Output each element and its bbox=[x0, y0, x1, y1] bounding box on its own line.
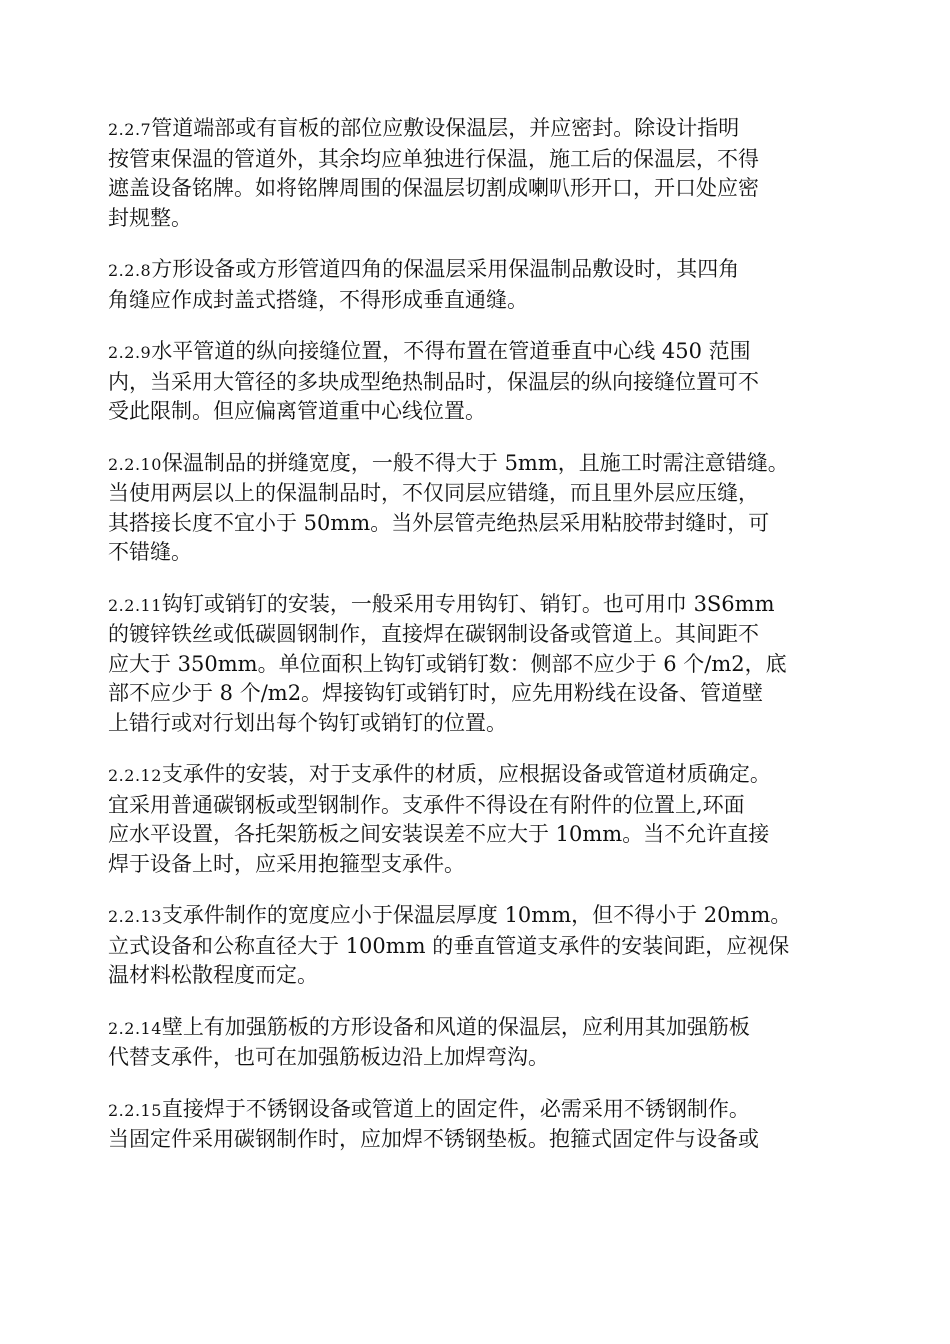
paragraph-2-2-13 bbox=[108, 901, 848, 991]
clause-number: 2.2.12 bbox=[108, 766, 162, 785]
clause-number: 2.2.7 bbox=[108, 120, 152, 139]
paragraph-2-2-11 bbox=[108, 590, 848, 739]
clause-number: 2.2.8 bbox=[108, 261, 152, 280]
paragraph-2-2-8 bbox=[108, 255, 848, 315]
paragraph-text: 方形设备或方形管道四角的保温层采用保温制品敷设时，其四角 角缝应作成封盖式搭缝，不得形成垂直通缝。 bbox=[108, 257, 740, 312]
paragraph-2-2-10 bbox=[108, 449, 848, 568]
paragraph-text: 支承件的安装，对于支承件的材质，应根据设备或管道材质确定。 宜采用普通碳钢板或型钢制作。支承件不得设在有附件的位置上,环面 应水平设置，各托架筋板之间安装误差不应大于 10mm。当不允许直接 焊于设备上时，应采用抱箍型支承件。 bbox=[108, 762, 771, 876]
paragraph-text: 壁上有加强筋板的方形设备和风道的保温层，应利用其加强筋板 代替支承件，也可在加强筋板边沿上加焊弯沟。 bbox=[108, 1014, 750, 1069]
document-body bbox=[108, 114, 848, 1177]
paragraph-text: 支承件制作的宽度应小于保温层厚度 10mm，但不得小于 20mm。 立式设备和公称直径大于 100mm 的垂直管道支承件的安装间距，应视保 温材料松散程度而定。 bbox=[108, 903, 792, 987]
paragraph-text: 保温制品的拼缝宽度，一般不得大于 5mm，且施工时需注意错缝。 当使用两层以上的保温制品时，不仅同层应错缝，而且里外层应压缝， 其搭接长度不宜小于 50mm。当外层管壳绝热层采用粘胶带封缝时，可 不错缝。 bbox=[108, 450, 789, 564]
paragraph-text: 水平管道的纵向接缝位置，不得布置在管道垂直中心线 450 范围 内，当采用大管径的多块成型绝热制品时，保温层的纵向接缝位置可不 受此限制。但应偏离管道重中心线位置。 bbox=[108, 339, 759, 423]
paragraph-2-2-15 bbox=[108, 1095, 848, 1155]
paragraph-text: 管道端部或有盲板的部位应敷设保温层，并应密封。除设计指明 按管束保温的管道外，其余均应单独进行保温，施工后的保温层，不得 遮盖设备铭牌。如将铭牌周围的保温层切割成喇叭形开口，开口处应密 封规整。 bbox=[108, 116, 759, 230]
clause-number: 2.2.14 bbox=[108, 1018, 162, 1038]
paragraph-2-2-7 bbox=[108, 114, 848, 233]
clause-number: 2.2.13 bbox=[108, 907, 162, 926]
paragraph-text: 直接焊于不锈钢设备或管道上的固定件，必需采用不锈钢制作。 当固定件采用碳钢制作时，应加焊不锈钢垫板。抱箍式固定件与设备或 bbox=[108, 1096, 759, 1151]
paragraph-text: 钩钉或销钉的安装，一般采用专用钩钉、销钉。也可用巾 3S6mm 的镀锌铁丝或低碳圆钢制作，直接焊在碳钢制设备或管道上。其间距不 应大于 350mm。单位面积上钩钉或销钉数：侧部不应少于 6 个/m2，底 部不应少于 8 个/m2。焊接钩钉或销钉时，应先用粉线在设备、管道壁 上错行或对行划出每个钩钉或销钉的位置。 bbox=[108, 591, 787, 735]
paragraph-2-2-9 bbox=[108, 337, 848, 427]
clause-number: 2.2.10 bbox=[108, 454, 162, 474]
clause-number: 2.2.11 bbox=[108, 595, 162, 615]
clause-number: 2.2.15 bbox=[108, 1100, 162, 1120]
clause-number: 2.2.9 bbox=[108, 343, 152, 362]
paragraph-2-2-14 bbox=[108, 1013, 848, 1073]
paragraph-2-2-12 bbox=[108, 760, 848, 879]
